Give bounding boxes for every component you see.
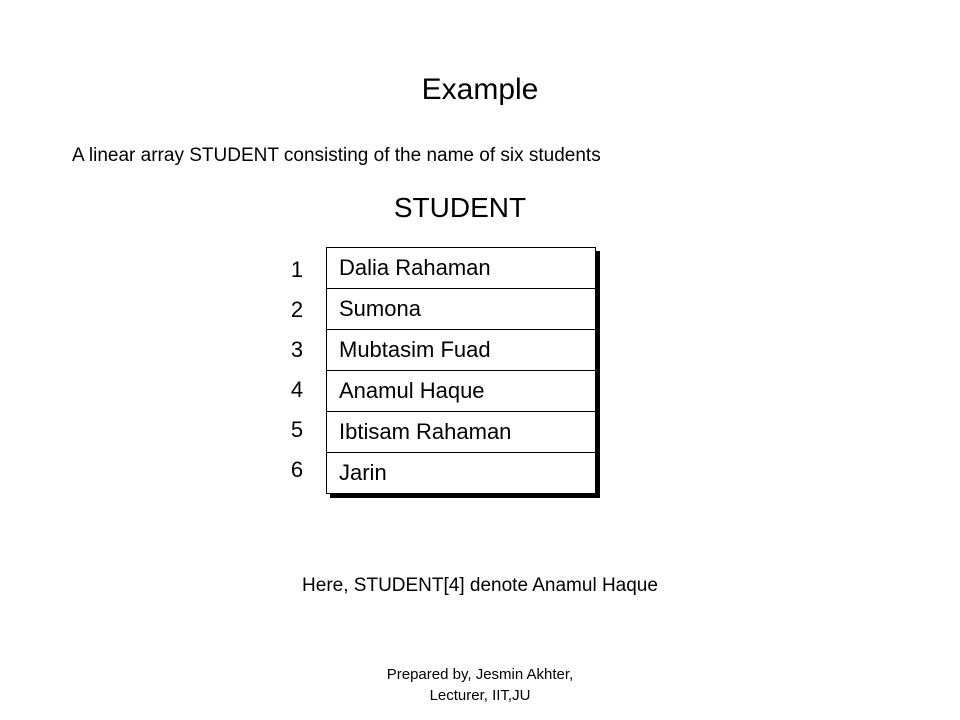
table-row bbox=[327, 289, 596, 330]
slide-title: Example bbox=[421, 73, 539, 106]
table-row bbox=[327, 453, 596, 494]
array-index: 4 bbox=[290, 377, 304, 402]
slide-subtitle: A linear array STUDENT consisting of the name of six students bbox=[72, 145, 601, 166]
student-name-cell: Sumona bbox=[327, 289, 596, 330]
array-index: 6 bbox=[290, 457, 304, 482]
array-index: 5 bbox=[290, 417, 304, 442]
table-row bbox=[327, 371, 596, 412]
table-row bbox=[327, 330, 596, 371]
array-index: 3 bbox=[290, 337, 304, 362]
student-name-cell: Mubtasim Fuad bbox=[327, 330, 596, 371]
student-name-cell: Anamul Haque bbox=[327, 371, 596, 412]
student-name-cell: Ibtisam Rahaman bbox=[327, 412, 596, 453]
array-index: 1 bbox=[290, 257, 304, 282]
footer-line-affiliation: Lecturer, IIT,JU bbox=[429, 687, 531, 704]
array-index-column bbox=[280, 250, 314, 490]
table-row bbox=[327, 412, 596, 453]
student-array-table bbox=[326, 247, 596, 494]
footer-credit bbox=[0, 664, 960, 706]
explanation-note: Here, STUDENT[4] denote Anamul Haque bbox=[302, 575, 658, 596]
array-index: 2 bbox=[290, 297, 304, 322]
student-name-cell: Dalia Rahaman bbox=[327, 248, 596, 289]
student-name-cell: Jarin bbox=[327, 453, 596, 494]
array-name-label: STUDENT bbox=[393, 192, 527, 223]
table-row bbox=[327, 248, 596, 289]
footer-line-author: Prepared by, Jesmin Akhter, bbox=[386, 666, 574, 683]
